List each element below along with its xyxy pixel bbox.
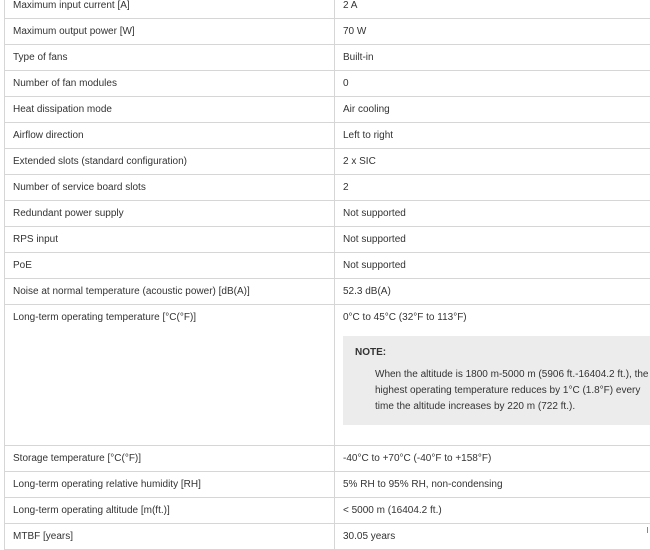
scrollbar-edge	[647, 527, 648, 533]
note-box	[343, 336, 650, 425]
row-value: 2 A	[335, 0, 650, 19]
note-title: NOTE:	[355, 346, 650, 359]
row-label: Number of fan modules	[5, 71, 335, 97]
row-value: Not supported	[335, 201, 650, 227]
row-value: < 5000 m (16404.2 ft.)	[335, 498, 650, 524]
row-value: 0°C to 45°C (32°F to 113°F)	[343, 311, 650, 324]
row-label: RPS input	[5, 227, 335, 253]
table-row	[5, 123, 650, 149]
row-value: Air cooling	[335, 97, 650, 123]
row-label: MTBF [years]	[5, 524, 335, 550]
table-row	[5, 97, 650, 123]
row-value: Left to right	[335, 123, 650, 149]
table-row	[5, 175, 650, 201]
row-label: Noise at normal temperature (acoustic power) [dB(A)]	[5, 279, 335, 305]
row-value: Not supported	[335, 253, 650, 279]
spec-table	[4, 0, 650, 550]
note-text: When the altitude is 1800 m-5000 m (5906 ft.-16404.2 ft.), the highest operating temperature reduces by 1°C (1.8°F) every time the altitude increases by 220 m (722 ft.).	[355, 367, 650, 415]
row-label: Storage temperature [°C(°F)]	[5, 446, 335, 472]
row-label: Extended slots (standard configuration)	[5, 149, 335, 175]
row-value: Built-in	[335, 45, 650, 71]
row-value: 2	[335, 175, 650, 201]
table-row	[5, 253, 650, 279]
row-value: 52.3 dB(A)	[335, 279, 650, 305]
table-row	[5, 446, 650, 472]
row-label: Long-term operating temperature [°C(°F)]	[5, 305, 335, 446]
table-row	[5, 0, 650, 19]
table-row	[5, 227, 650, 253]
row-label: Number of service board slots	[5, 175, 335, 201]
table-row	[5, 305, 650, 446]
row-label: Redundant power supply	[5, 201, 335, 227]
table-row	[5, 498, 650, 524]
row-label: Long-term operating relative humidity [RH]	[5, 472, 335, 498]
row-label: Type of fans	[5, 45, 335, 71]
row-value: -40°C to +70°C (-40°F to +158°F)	[335, 446, 650, 472]
table-row	[5, 279, 650, 305]
table-row	[5, 149, 650, 175]
row-label: Long-term operating altitude [m(ft.)]	[5, 498, 335, 524]
row-value: 2 x SIC	[335, 149, 650, 175]
table-row	[5, 201, 650, 227]
row-label: PoE	[5, 253, 335, 279]
row-label: Maximum input current [A]	[5, 0, 335, 19]
row-value: 70 W	[335, 19, 650, 45]
table-row	[5, 19, 650, 45]
row-label: Maximum output power [W]	[5, 19, 335, 45]
table-row	[5, 71, 650, 97]
row-value: 5% RH to 95% RH, non-condensing	[335, 472, 650, 498]
table-row	[5, 45, 650, 71]
row-value: 0	[335, 71, 650, 97]
row-value: 30.05 years	[335, 524, 650, 550]
table-row	[5, 472, 650, 498]
row-value-with-note	[335, 305, 650, 446]
row-label: Heat dissipation mode	[5, 97, 335, 123]
table-row	[5, 524, 650, 550]
row-label: Airflow direction	[5, 123, 335, 149]
row-value: Not supported	[335, 227, 650, 253]
